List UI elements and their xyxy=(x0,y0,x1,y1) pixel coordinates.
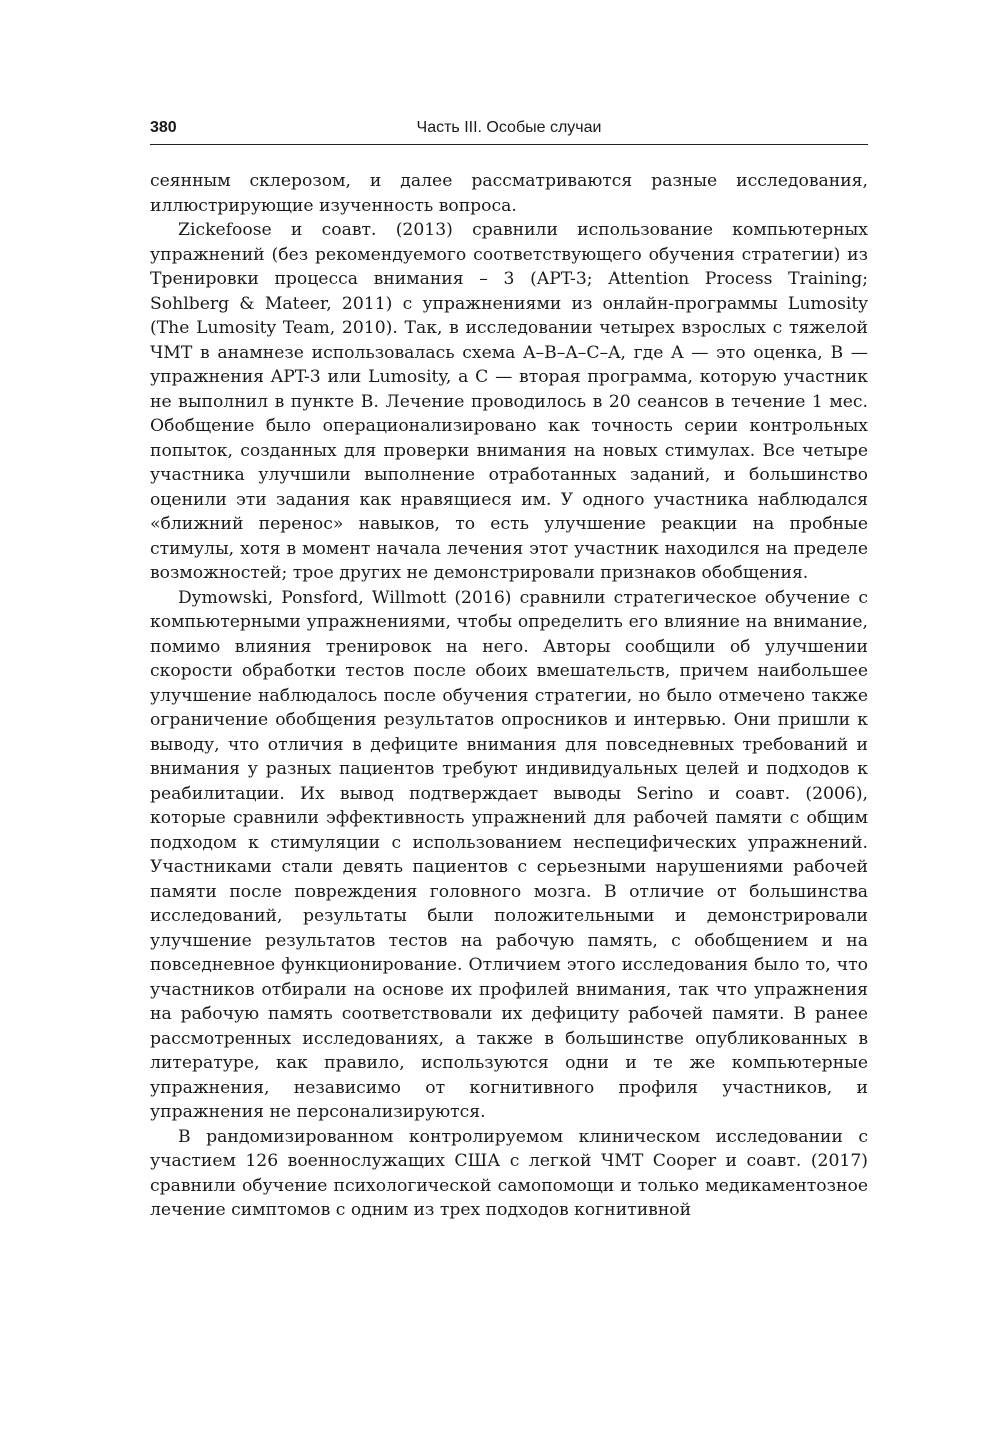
book-page xyxy=(150,110,868,1223)
page-number: 380 xyxy=(150,119,177,136)
body-text xyxy=(150,169,868,1223)
paragraph: Dymowski, Ponsford, Willmott (2016) сравнили стратегическое обучение с компьютерными упражнениями, чтобы определить его влияние на внимание, помимо влияния тренировок на него. Авторы сообщили об улучшении скорости обработки тестов после обоих вмешательств, причем наибольшее улучшение наблюдалось после обучения стратегии, но было отмечено также ограничение обобщения результатов опросников и интервью. Они пришли к выводу, что отличия в дефиците внимания для повседневных требований и внимания у разных пациентов требуют индивидуальных целей и подходов к реабилитации. Их вывод подтверждает выводы Serino и соавт. (2006), которые сравнили эффективность упражнений для рабочей памяти с общим подходом к стимуляции с использованием неспецифических упражнений. Участниками стали девять пациентов с серьезными нарушениями рабочей памяти после повреждения головного мозга. В отличие от большинства исследований, результаты были положительными и демонстрировали улучшение результатов тестов на рабочую память, с обобщением и на повседневное функционирование. Отличием этого исследования было то, что участников отбирали на основе их профилей внимания, так что упражнения на рабочую память соответствовали их дефициту рабочей памяти. В ранее рассмотренных исследованиях, а также в большинстве опубликованных в литературе, как правило, используются одни и те же компьютерные упражнения, независимо от когнитивного профиля участников, и упражнения не персонализируются. xyxy=(150,587,868,1122)
running-header xyxy=(150,110,868,145)
paragraph: В рандомизированном контролируемом клиническом исследовании с участием 126 военнослужащих США с легкой ЧМТ Cooper и соавт. (2017) сравнили обучение психологической самопомощи и только медикаментозное лечение симптомов с одним из трех подходов когнитивной xyxy=(150,1126,868,1220)
paragraph: Zickefoose и соавт. (2013) сравнили использование компьютерных упражнений (без рекомендуемого соответствующего обучения стратегии) из Тренировки процесса внимания – 3 (APT-3; Attention Process Training; Sohlberg & Mateer, 2011) с упражнениями из онлайн-программы Lumosity (The Lumosity Team, 2010). Так, в исследовании четырех взрослых с тяжелой ЧМТ в анамнезе использовалась схема A–B–A–C–A, где A — это оценка, B — упражнения APT-3 или Lumosity, а C — вторая программа, которую участник не выполнил в пункте B. Лечение проводилось в 20 сеансов в течение 1 мес. Обобщение было операционализировано как точность серии контрольных попыток, созданных для проверки внимания на новых стимулах. Все четыре участника улучшили выполнение отработанных заданий, и большинство оценили эти задания как нравящиеся им. У одного участника наблюдался «ближний перенос» навыков, то есть улучшение реакции на пробные стимулы, хотя в момент начала лечения этот участник находился на пределе возможностей; трое других не демонстрировали признаков обобщения. xyxy=(150,220,868,583)
paragraph: сеянным склерозом, и далее рассматриваются разные исследования, иллюстрирующие изученность вопроса. xyxy=(150,171,868,216)
part-title: Часть III. Особые случаи xyxy=(416,119,602,136)
